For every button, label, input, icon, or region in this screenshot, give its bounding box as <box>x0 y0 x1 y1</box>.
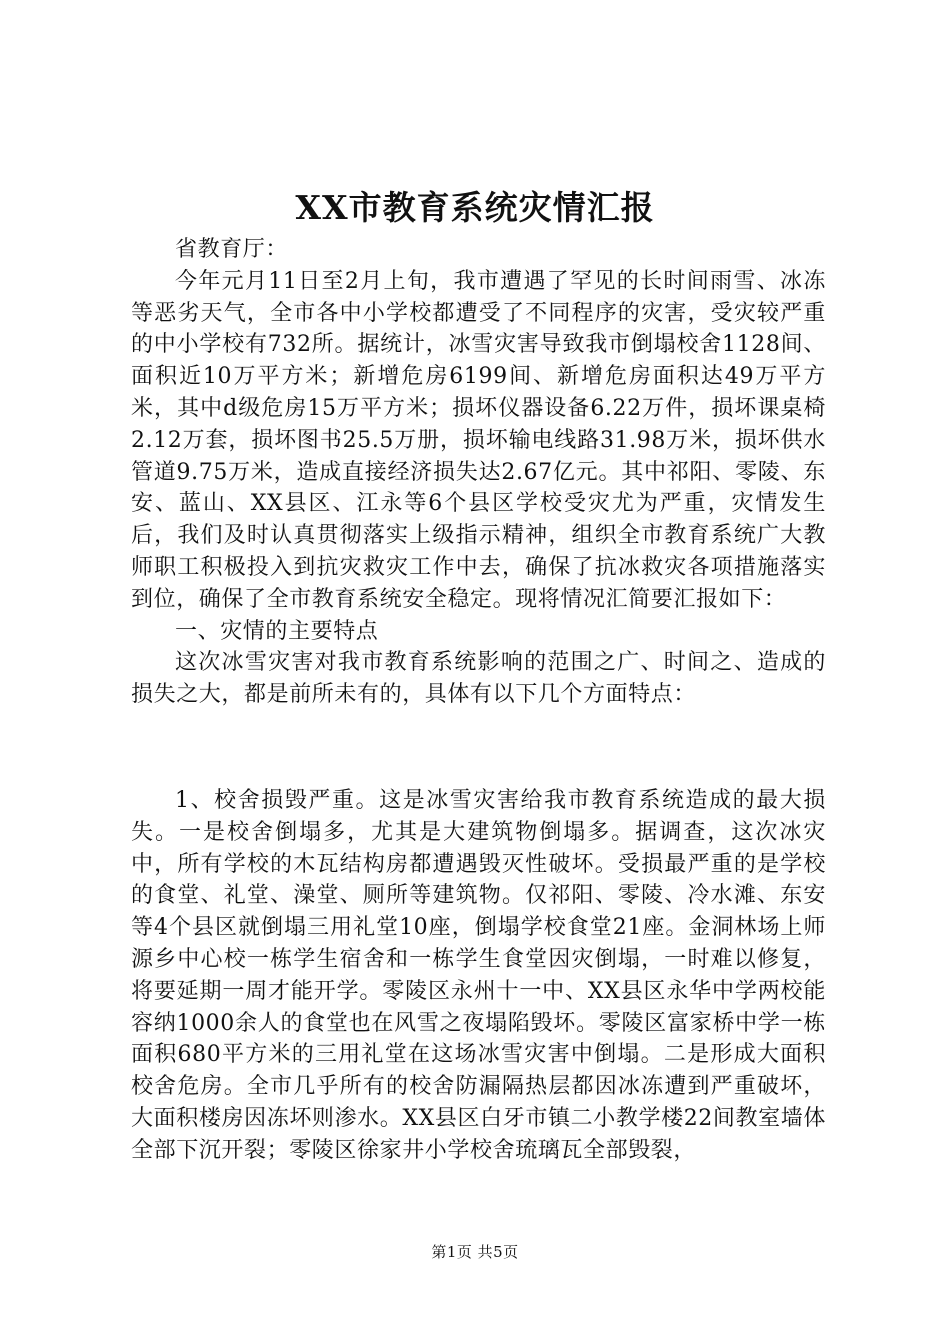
document-body-bottom <box>131 785 826 1167</box>
page-number-footer: 第1页 共5页 <box>431 1243 519 1261</box>
document-body-top <box>131 234 826 711</box>
intro-paragraph: 今年元月11日至2月上旬，我市遭遇了罕见的长时间雨雪、冰冻等恶劣天气，全市各中小学校都遭受了不同程序的灾害，受灾较严重的中小学校有732所。据统计，冰雪灾害导致我市倒塌校舍1128间、面积近10万平方米；新增危房6199间、新增危房面积达49万平方米，其中d级危房15万平方米；损坏仪器设备6.22万件，损坏课桌椅2.12万套，损坏图书25.5万册，损坏输电线路31.98万米，损坏供水管道9.75万米，造成直接经济损失达2.67亿元。其中祁阳、零陵、东安、蓝山、XX县区、江永等6个县区学校受灾尤为严重，灾情发生后，我们及时认真贯彻落实上级指示精神，组织全市教育系统广大教师职工积极投入到抗灾救灾工作中去，确保了抗冰救灾各项措施落实到位，确保了全市教育系统安全稳定。现将情况汇简要汇报如下： <box>131 268 826 612</box>
document-title: XX市教育系统灾情汇报 <box>295 188 655 227</box>
section-heading: 一、灾情的主要特点 <box>175 618 379 644</box>
salutation: 省教育厅： <box>175 237 289 262</box>
point-1-paragraph: 1、校舍损毁严重。这是冰雪灾害给我市教育系统造成的最大损失。一是校舍倒塌多，尤其是大建筑物倒塌多。据调查，这次冰灾中，所有学校的木瓦结构房都遭遇毁灭性破坏。受损最严重的是学校的食堂、礼堂、澡堂、厕所等建筑物。仅祁阳、零陵、冷水滩、东安等4个县区就倒塌三用礼堂10座，倒塌学校食堂21座。金洞林场上师源乡中心校一栋学生宿舍和一栋学生食堂因灾倒塌，一时难以修复，将要延期一周才能开学。零陵区永州十一中、XX县区永华中学两校能容纳1000余人的食堂也在风雪之夜塌陷毁坏。零陵区富家桥中学一栋面积680平方米的三用礼堂在这场冰雪灾害中倒塌。二是形成大面积校舍危房。全市几乎所有的校舍防漏隔热层都因冰冻遭到严重破坏，大面积楼房因冻坏则渗水。XX县区白牙市镇二小教学楼22间教室墙体全部下沉开裂；零陵区徐家井小学校舍琉璃瓦全部毁裂， <box>131 788 826 1163</box>
section-intro-paragraph: 这次冰雪灾害对我市教育系统影响的范围之广、时间之、造成的损失之大，都是前所未有的，具体有以下几个方面特点： <box>131 650 826 708</box>
